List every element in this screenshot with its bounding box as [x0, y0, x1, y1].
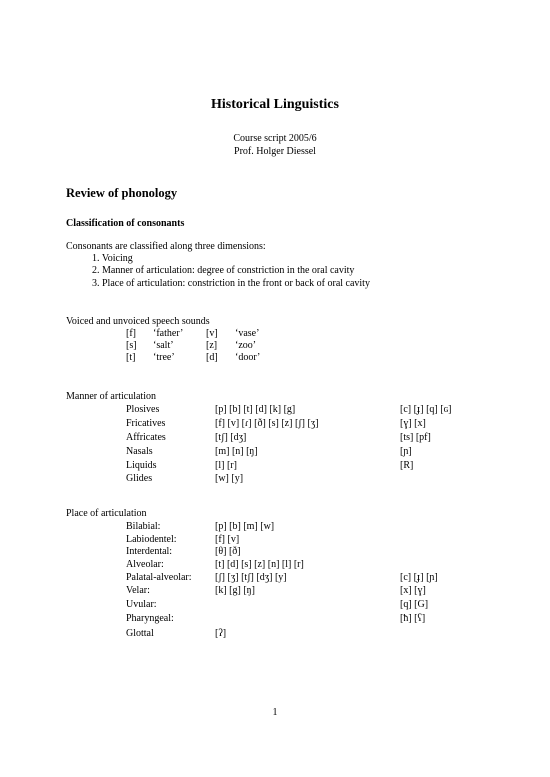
place-other-sounds: [ħ] [ʕ] — [400, 613, 426, 624]
list-item: 3. Place of articulation: constriction in the front or back of oral cavity — [92, 278, 370, 289]
unvoiced-word: ‘tree’ — [153, 352, 175, 363]
unvoiced-sound: [f] — [126, 328, 136, 339]
manner-label: Plosives — [126, 404, 160, 415]
manner-other-sounds: [c] [ɟ] [q] [ɢ] — [400, 404, 452, 415]
place-sounds: [t] [d] [s] [z] [n] [l] [r] — [215, 559, 304, 570]
place-sounds: [p] [b] [m] [w] — [215, 521, 275, 532]
manner-label: Nasals — [126, 446, 153, 457]
voiced-sound: [v] — [206, 328, 218, 339]
voiced-sound: [z] — [206, 340, 218, 351]
manner-label: Fricatives — [126, 418, 166, 429]
manner-sounds: [tʃ] [dʒ] — [215, 432, 247, 443]
unvoiced-word: ‘salt’ — [153, 340, 174, 351]
place-other-sounds: [x] [ɣ] — [400, 585, 426, 596]
place-other-sounds: [c] [ɟ] [ɲ] — [400, 572, 438, 583]
manner-other-sounds: [ɣ] [x] — [400, 418, 426, 429]
place-sounds: [ʃ] [ʒ] [tʃ] [dʒ] [y] — [215, 572, 287, 583]
voiced-word: ‘door’ — [235, 352, 261, 363]
list-item: 1. Voicing — [92, 253, 133, 264]
place-label: Bilabial: — [126, 521, 161, 532]
manner-other-sounds: [ɲ] — [400, 446, 412, 457]
place-other-sounds: [q] [G] — [400, 599, 429, 610]
manner-sounds: [l] [r] — [215, 460, 237, 471]
manner-label: Glides — [126, 473, 153, 484]
place-label: Palatal-alveolar: — [126, 572, 192, 583]
manner-sounds: [w] [y] — [215, 473, 244, 484]
manner-heading: Manner of articulation — [66, 391, 156, 402]
place-label: Pharyngeal: — [126, 613, 174, 624]
place-label: Interdental: — [126, 546, 173, 557]
voicing-heading: Voiced and unvoiced speech sounds — [66, 316, 210, 327]
page-title: Historical Linguistics — [211, 97, 339, 112]
place-heading: Place of articulation — [66, 508, 147, 519]
manner-label: Liquids — [126, 460, 157, 471]
place-sounds: [k] [g] [ŋ] — [215, 585, 255, 596]
manner-sounds: [p] [b] [t] [d] [k] [g] — [215, 404, 296, 415]
voiced-word: ‘vase’ — [235, 328, 260, 339]
place-label: Labiodentel: — [126, 534, 177, 545]
subsection-heading: Classification of consonants — [66, 218, 185, 229]
voiced-word: ‘zoo’ — [235, 340, 257, 351]
place-sounds: [f] [v] — [215, 534, 240, 545]
voiced-sound: [d] — [206, 352, 218, 363]
intro-text: Consonants are classified along three dimensions: — [66, 241, 266, 252]
place-label: Alveolar: — [126, 559, 164, 570]
place-label: Glottal — [126, 628, 154, 639]
list-item: 2. Manner of articulation: degree of constriction in the oral cavity — [92, 265, 355, 276]
unvoiced-sound: [s] — [126, 340, 137, 351]
place-label: Uvular: — [126, 599, 157, 610]
page-number: 1 — [272, 707, 278, 718]
unvoiced-word: ‘father’ — [153, 328, 184, 339]
manner-other-sounds: [R] — [400, 460, 414, 471]
manner-other-sounds: [ts] [pf] — [400, 432, 431, 443]
manner-sounds: [m] [n] [ŋ] — [215, 446, 258, 457]
manner-label: Affricates — [126, 432, 166, 443]
place-sounds: [ʔ] — [215, 628, 227, 639]
unvoiced-sound: [t] — [126, 352, 136, 363]
course-line: Course script 2005/6 — [233, 133, 317, 144]
author-line: Prof. Holger Diessel — [234, 146, 316, 157]
place-label: Velar: — [126, 585, 150, 596]
place-sounds: [θ] [ð] — [215, 546, 241, 557]
manner-sounds: [f] [v] [ɾ] [ð] [s] [z] [ʃ] [ʒ] — [215, 418, 319, 429]
section-heading: Review of phonology — [66, 186, 178, 200]
